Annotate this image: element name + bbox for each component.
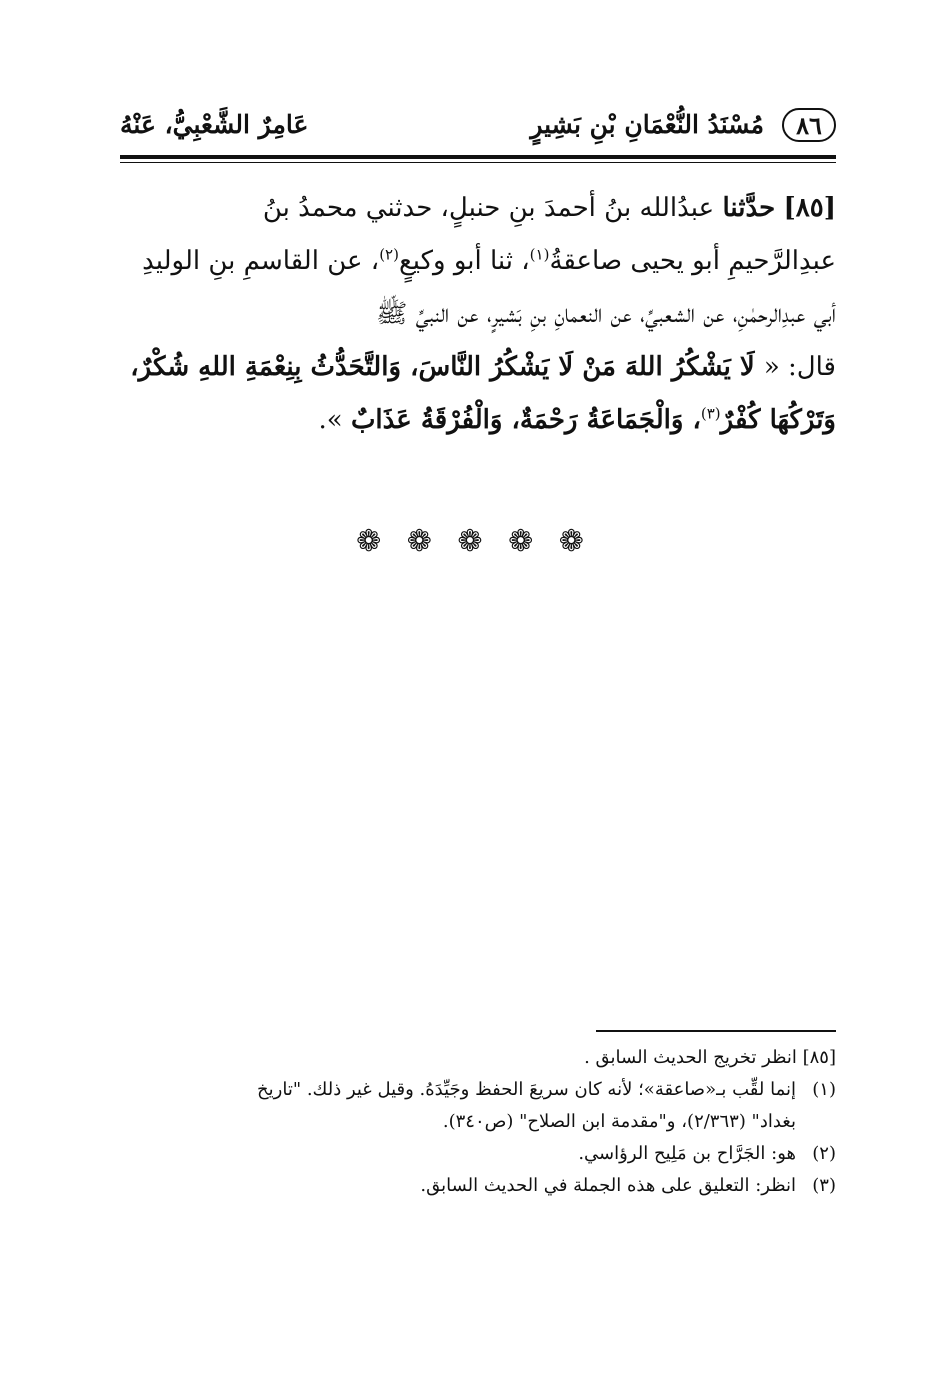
hadith-line-1 [120,182,836,235]
running-subtitle: عَامِرٌ الشَّعْبِيُّ، عَنْهُ [120,110,309,139]
footnote-separator [596,1030,836,1032]
hadith-lead-word: حدَّثنا [722,193,776,223]
footnote-text: انظر: التعليق على هذه الجملة في الحديث السابق. [420,1175,796,1196]
hadith-quote-close: ». [318,405,351,435]
footnote-item [120,1074,836,1106]
footnotes [120,1042,836,1202]
footnote-continuation: بغداد" (٢/٣٦٣)، و"مقدمة ابن الصلاح" (ص٣٤٠). [442,1111,796,1132]
footnote-number: (٢) [812,1143,836,1164]
hadith-quote-part-1: لَا يَشْكُرُ اللهَ مَنْ لَا يَشْكُرُ النَّاسَ، وَالتَّحَدُّثُ بِنِعْمَةِ اللهِ شُكْرٌ، [130,352,764,382]
footnote-item [120,1170,836,1202]
hadith-line-4 [120,341,836,394]
hadith-line-2-text-a: عبدِالرَّحيمِ أبو يحيى صاعقةُ [549,246,836,276]
hadith-text [120,182,836,447]
hadith-number: [٨٥] [783,193,836,223]
hadith-line-3-text: أبي عبدِالرحمٰنِ، عن الشعبيِّ، عن النعمانِ بنِ بَشيرٍ، عن النبيِّ ﷺ [375,299,836,329]
hadith-line-5 [120,394,836,447]
footnote-text: انظر تخريج الحديث السابق . [584,1047,797,1068]
hadith-quote-part-2a: وَتَرْكُهَا كُفْرٌ [720,405,836,435]
footnote-item [120,1042,836,1074]
hadith-line-4-prefix: قال: « [763,352,836,382]
footnote-text: إنما لقِّب بـ«صاعقة»؛ لأنه كان سريعَ الحفظ وجَيِّدَهُ. وقيل غير ذلك. "تاريخ [257,1079,796,1100]
footnote-ref-2: (٢) [379,245,399,264]
footnote-number: (٣) [812,1175,836,1196]
page-header [120,104,836,148]
footnote-text: هو: الجَرَّاح بن مَلِيح الرؤاسي. [578,1143,796,1164]
hadith-line-2-text-b: ، ثنا أبو وكيعٍ [398,246,530,276]
hadith-line-1-text: عبدُالله بنُ أحمدَ بنِ حنبلٍ، حدثني محمدُ بنُ [262,193,723,223]
footnote-ref-3: (٣) [700,404,721,423]
hadith-line-3 [120,288,836,341]
header-rule-thick [120,155,836,159]
footnote-number: [٨٥] [802,1047,836,1068]
footnote-ref-1: (١) [529,245,550,264]
hadith-quote-part-2b: ، وَالْجَمَاعَةُ رَحْمَةٌ، وَالْفُرْقَةُ عَذَابٌ [350,405,701,435]
footnote-number: (١) [812,1079,836,1100]
header-rule-thin [120,162,836,163]
running-title: مُسْنَدُ النُّعْمَانِ بْنِ بَشِيرٍ [530,110,764,139]
page-number: ٨٦ [782,108,836,142]
section-divider-ornaments: ❁ ❁ ❁ ❁ ❁ [356,524,592,559]
hadith-line-2-text-c: ، عن القاسمِ بنِ الوليدِ [142,246,380,276]
footnote-item [120,1138,836,1170]
hadith-line-2 [120,235,836,288]
